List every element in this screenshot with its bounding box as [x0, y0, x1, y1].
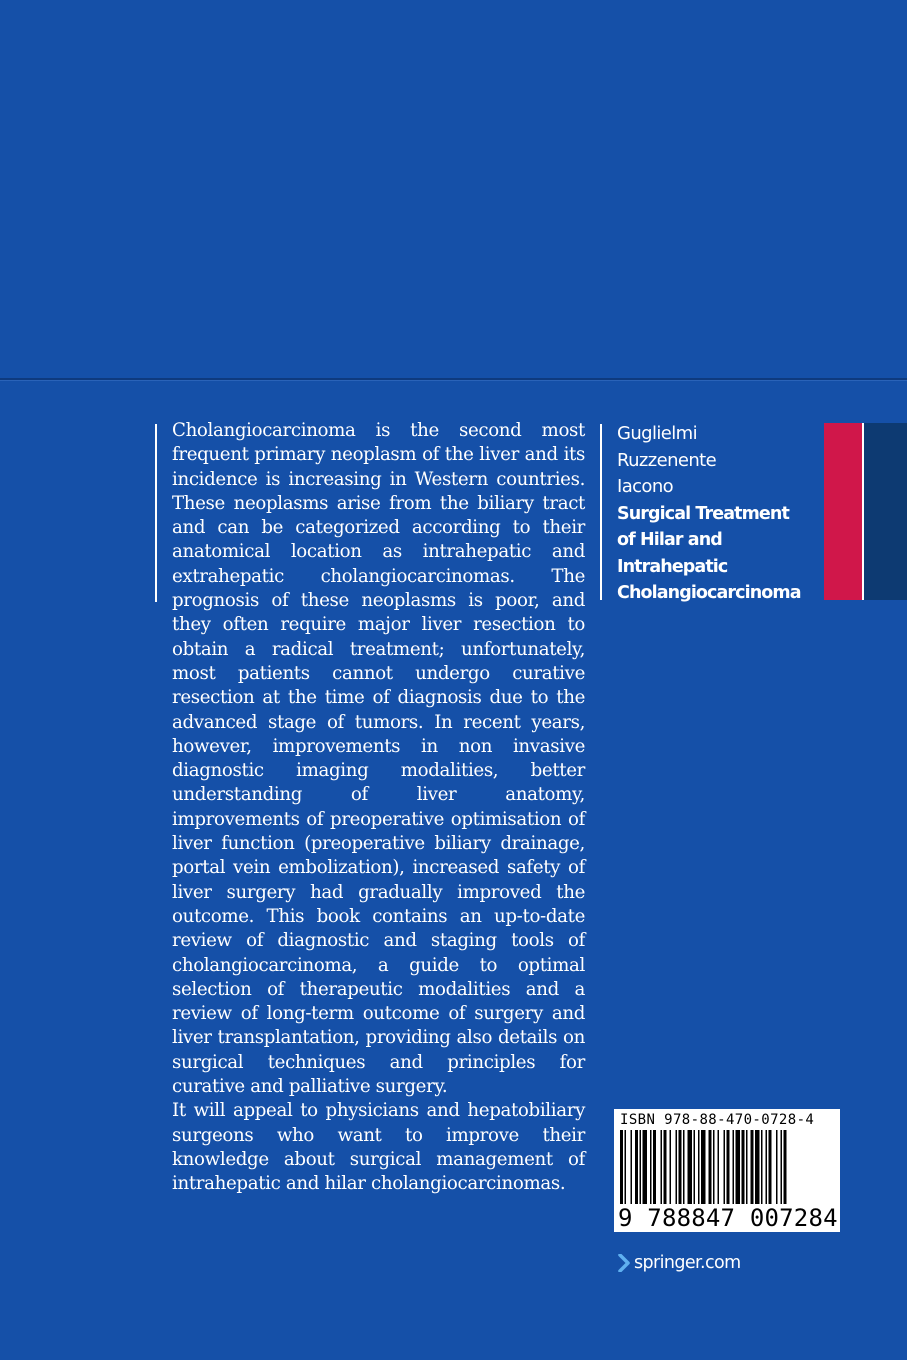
author-title-block: [617, 421, 817, 607]
isbn-barcode: [614, 1109, 840, 1232]
author-name: Iacono: [617, 476, 674, 497]
publisher-url: springer.com: [634, 1253, 741, 1273]
book-title-line: Cholangiocarcinoma: [617, 583, 801, 603]
authors-accent-rule: [600, 424, 602, 600]
publisher-link[interactable]: [618, 1250, 741, 1276]
description-paragraph-1: Cholangiocarcinoma is the second most frequent primary neoplasm of the liver and its incidence is increasing in Western countries. These neoplasms arise from the biliary tract and can be categorized according to their anatomical location as intrahepatic and extrahepatic cholangiocarcinomas. The prognosis of these neoplasms is poor, and they often require major liver resection to obtain a radical treatment; unfortunately, most patients cannot undergo curative resection at the time of diagnosis due to the advanced stage of tumors. In recent years, however, improvements in non invasive diagnostic imaging modalities, better understanding of liver anatomy, improvements of preoperative optimisation of liver function (preoperative biliary drainage, portal vein embolization), increased safety of liver surgery had gradually improved the outcome. This book contains an up-to-date review of diagnostic and staging tools of cholangiocarcinoma, a guide to optimal selection of therapeutic modalities and a review of long-term outcome of surgery and liver transplantation, providing also details on surgical techniques and principles for curative and palliative surgery.: [172, 420, 585, 1098]
barcode-digits: 9 788847 007284: [618, 1204, 838, 1232]
book-title-line: Surgical Treatment: [617, 503, 789, 524]
chevron-right-icon: [618, 1254, 630, 1272]
book-title-line: Intrahepatic: [617, 556, 728, 577]
author-name: Guglielmi: [617, 423, 697, 444]
navy-color-stripe: [864, 423, 907, 600]
barcode-bars: [620, 1130, 834, 1204]
book-description: [172, 419, 585, 1197]
blurb-accent-rule: [155, 424, 157, 602]
description-paragraph-2: It will appeal to physicians and hepatobiliary surgeons who want to improve their knowledge about surgical management of intrahepatic and hilar cholangiocarcinomas.: [172, 1100, 585, 1195]
author-name: Ruzzenente: [617, 449, 717, 471]
isbn-label: ISBN 978-88-470-0728-4: [620, 1112, 815, 1128]
book-title-line: of Hilar and: [617, 530, 722, 550]
horizontal-divider: [0, 378, 907, 380]
red-color-stripe: [824, 423, 862, 600]
